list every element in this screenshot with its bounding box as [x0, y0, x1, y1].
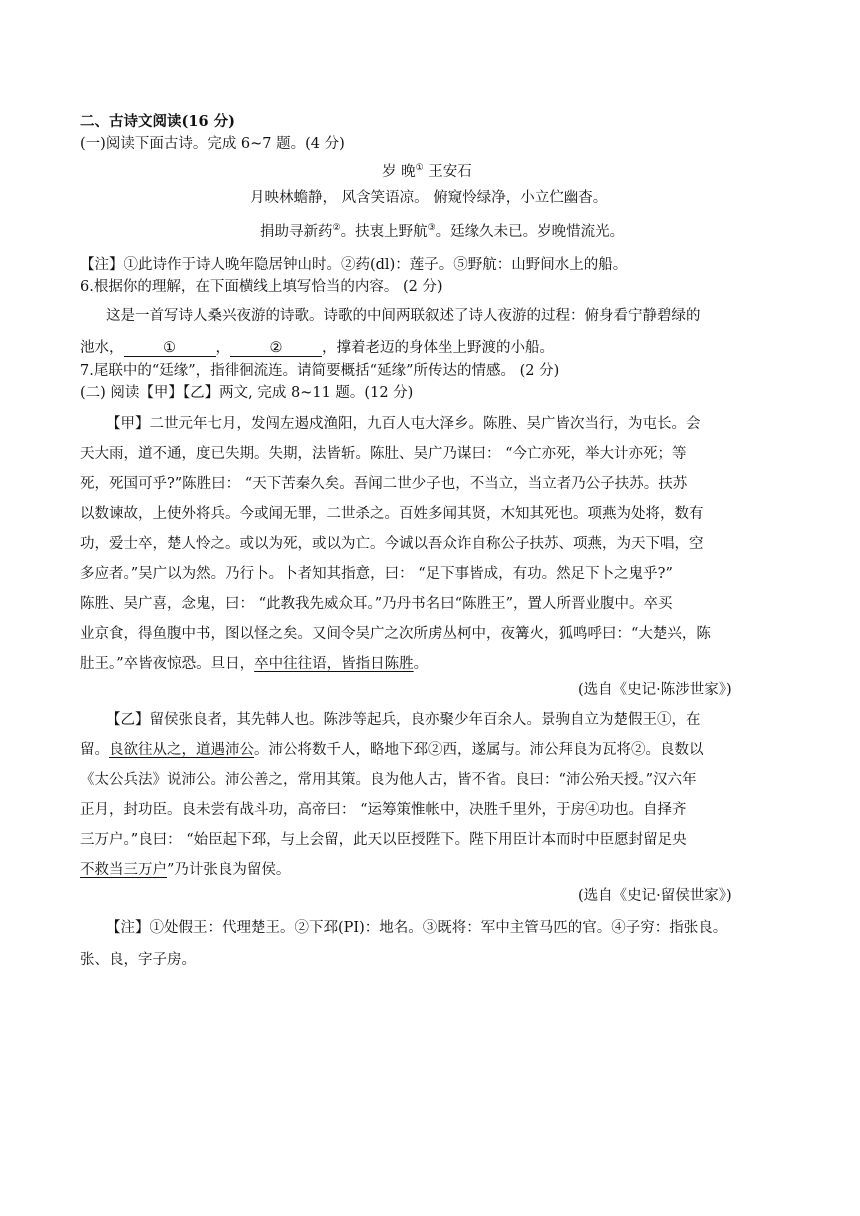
yi-line-3: 《太公兵法》说沛公。沛公善之，常用其策。良为他人古，皆不省。良曰：“沛公殆天授。”汉六年 [80, 772, 697, 788]
jia-source: (选自《史记·陈涉世家》) [578, 682, 732, 698]
jia-line-5: 功，爱士卒，楚人怜之。或以为死，或以为亡。今诚以吾众诈自称公子扶苏、项燕，为天下唱，空 [80, 536, 704, 552]
yi-line-4: 正月，封功臣。良未尝有战斗功，高帝曰： “运筹策惟帐中，决胜千里外，于房④功也。自择齐 [80, 802, 687, 818]
jia-line-7: 陈胜、吴广喜，念鬼，曰： “此教我先威众耳。”乃丹书名曰“陈胜王”，置人所晋业腹中。卒买 [80, 596, 673, 612]
poem-note: 【注】①此诗作于诗人晚年隐居钟山时。②药(dl)：莲子。⑤野航：山野间水上的船。 [80, 257, 628, 273]
poem-line-2-part-c: 。廷缘久未已。岁晚惜流光。 [435, 224, 625, 240]
section-heading: 二、古诗文阅读(16 分) [80, 113, 235, 130]
jia-line-3: 死，死国可乎?”陈胜曰： “天下苦秦久矣。吾闻二世少子也，不当立，当立者乃公子扶苏。扶苏 [80, 476, 688, 492]
jia-last-period: 。 [413, 656, 429, 672]
q6-text-b: ， [215, 340, 230, 356]
q6-text-c: ，撑着老迈的身体坐上野渡的小船。 [322, 340, 554, 356]
final-note-line-2: 张、良，字子房。 [80, 952, 196, 968]
question-7-stem: 7.尾联中的“廷缘”，指徘徊流连。请简要概括“延缘”所传达的情感。 (2 分) [80, 363, 560, 379]
poem-note-mark-3: ③ [427, 223, 436, 233]
yi-underlined-phrase: 不救当三万户 [80, 862, 167, 878]
poem-line-1: 月映林蟾静， 风含笑语凉。 俯窥怜绿净，小立伫幽杳。 [250, 190, 608, 206]
question-6-stem: 6.根据你的理解，在下面横线上填写恰当的内容。 (2 分) [80, 279, 443, 295]
jia-last-text: 肚王。”卒皆夜惊恐。旦日， [80, 656, 255, 672]
answer-blank-2[interactable]: ② [230, 340, 322, 357]
jia-line-2: 天大雨，道不通，度已失期。失期，法皆斩。陈肚、吴广乃谋曰： “今亡亦死，举大计亦死；等 [80, 446, 687, 462]
jia-underlined-sentence: 卒中往往语，皆指日陈胜 [254, 656, 414, 672]
poem-line-2-part-b: 。扶衷上野航 [340, 224, 428, 240]
yi-line-6 [80, 860, 290, 880]
jia-line-9 [80, 654, 428, 674]
answer-blank-1[interactable]: ① [124, 340, 216, 357]
jia-line-8: 业京食，得鱼腹中书，图以怪之矣。又间令吴广之次所虏丛柯中，夜篝火，狐鸣呼曰：“大楚兴，陈 [80, 626, 711, 642]
jia-line-6: 多应者。”吴广以为然。乃行卜。卜者知其指意，曰： “足下事皆成，有功。然足下卜之鬼乎?” [80, 566, 673, 582]
poem-note-mark-2: ② [332, 223, 341, 233]
jia-line-1: 【甲】二世元年七月，发闯左遏戍渔阳，九百人屯大泽乡。陈胜、吴广皆次当行，为屯长。会 [106, 416, 701, 432]
yi-last-text: ”乃计张良为留侯。 [167, 862, 291, 878]
poem-author: 王安石 [423, 164, 472, 180]
poem-title-line [382, 158, 472, 182]
poem-line-2 [260, 218, 624, 242]
yi-line-2 [80, 740, 704, 760]
part1-instructions: (一)阅读下面古诗。完成 6~7 题。(4 分) [80, 136, 345, 152]
poem-title-note-mark: ① [415, 163, 424, 173]
q6-text-a: 池水， [80, 340, 124, 356]
jia-line-4: 以数谏故，上使外将兵。今或闻无罪，二世杀之。百姓多闻其贤，木知其死也。项燕为处将，数有 [80, 506, 704, 522]
yi-line-1: 【乙】留侯张良者，其先韩人也。陈涉等起兵，良亦聚少年百余人。景驹自立为楚假王①，在 [106, 712, 701, 728]
final-note-line-1: 【注】①处假王：代理楚王。②下邳(PI)：地名。③既将：军中主管马匹的官。④子穷：指张良。 [106, 920, 728, 936]
yi-line-2-text-a: 留。 [80, 742, 109, 758]
yi-line-2-text-b: 。沛公将数千人，略地下邳②西，遂属与。沛公拜良为瓦将②。良数以 [254, 742, 704, 758]
poem-title: 岁 晚 [382, 164, 416, 180]
poem-line-2-part-a: 捐助寻新药 [260, 224, 333, 240]
question-6-paragraph-line-1: 这是一首写诗人桑兴夜游的诗歌。诗歌的中间两联叙述了诗人夜游的过程：俯身看宁静碧绿的 [106, 308, 701, 324]
question-6-paragraph-line-2 [80, 338, 554, 358]
yi-line-5: 三万户。”良曰： “始臣起下邳，与上会留，此天以臣授陛下。陛下用臣计本而时中臣愿封留足央 [80, 832, 687, 848]
yi-underlined-sentence: 良欲往从之，道遇沛公 [109, 742, 254, 758]
yi-source: (选自《史记·留侯世家》) [578, 888, 732, 904]
part2-instructions: (二) 阅读【甲】【乙】两文, 完成 8~11 题。(12 分) [80, 385, 414, 401]
